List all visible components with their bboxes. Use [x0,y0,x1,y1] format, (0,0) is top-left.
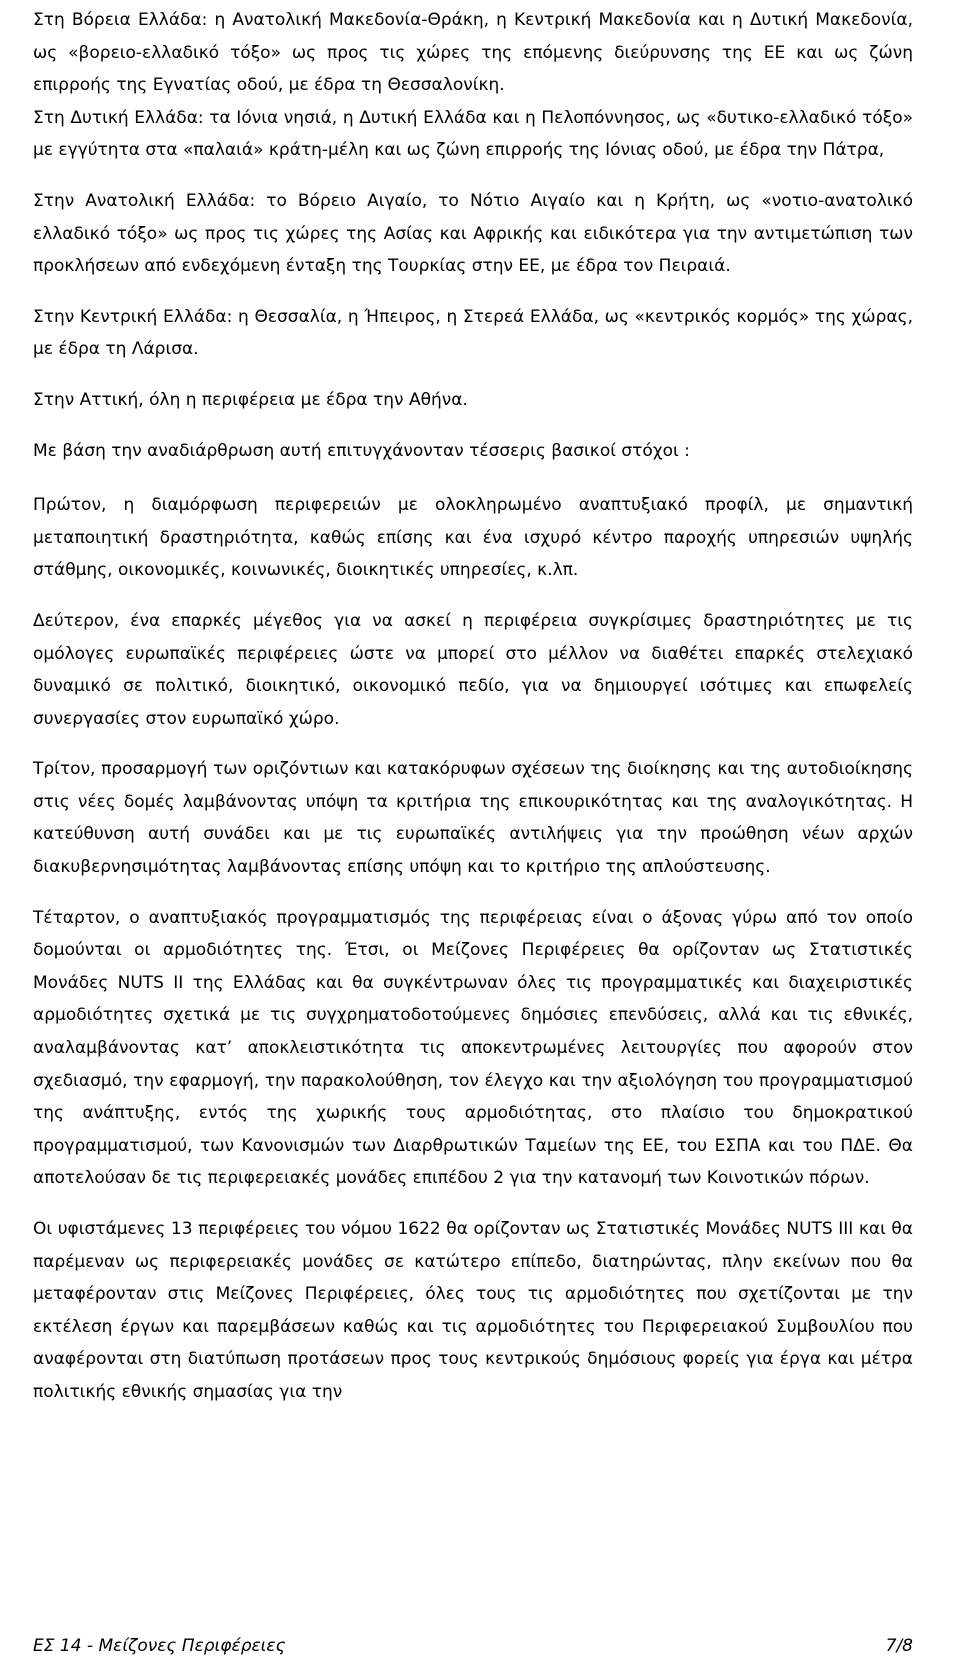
paragraph-goal-first: Πρώτον, η διαμόρφωση περιφερειών με ολοκληρωμένο αναπτυξιακό προφίλ, με σημαντική μεταποιητική δραστηριότητα, καθώς επίσης και ένα ισχυρό κέντρο παροχής υπηρεσιών υψηλής στάθμης, οικονομικές, κοινωνικές, διοικητικές υπηρεσίες, κ.λπ. [33,495,913,581]
paragraph-east-greece: Στην Ανατολική Ελλάδα: το Βόρειο Αιγαίο, το Νότιο Αιγαίο και η Κρήτη, ως «νοτιο-ανατολικό ελλαδικό τόξο» ως προς τις χώρες της Ασίας και Αφρικής και ειδικότερα για την αντιμετώπιση των προκλήσεων από ενδεχόμενη ένταξη της Τουρκίας στην ΕΕ, με έδρα τον Πειραιά. [33,190,913,277]
paragraph-attica: Στην Αττική, όλη η περιφέρεια με έδρα την Αθήνα. [33,389,468,410]
paragraph-goal-second: Δεύτερον, ένα επαρκές μέγεθος για να ασκεί η περιφέρεια συγκρίσιμες δραστηριότητες με τις ομόλογες ευρωπαϊκές περιφέρειες ώστε να μπορεί στο μέλλον να διαθέτει επαρκές στελεχιακό δυναμικό σε πολιτικό, διοικητικό, οικονομικό πεδίο, για να δημιουργεί ισότιμες και επωφελείς συνεργασίες στον ευρωπαϊκό χώρο. [33,610,913,729]
paragraph-goals-intro: Με βάση την αναδιάρθρωση αυτή επιτυγχάνονταν τέσσερις βασικοί στόχοι : [33,440,690,461]
paragraph-west-greece: Στη Δυτική Ελλάδα: τα Ιόνια νησιά, η Δυτική Ελλάδα και η Πελοπόννησος, ως «δυτικο-ελλαδικό τόξο» με εγγύτητα στα «παλαιά» κράτη-μέλη και ως ζώνη επιρροής της Ιόνιας οδού, με έδρα την Πάτρα, [33,107,913,161]
paragraph-goal-third: Τρίτον, προσαρμογή των οριζόντιων και κατακόρυφων σχέσεων της διοίκησης και της αυτοδιοίκησης στις νέες δομές λαμβάνοντας υπόψη τα κριτήρια της επικουρικότητας και της αναλογικότητας. Η κατεύθυνση αυτή συνάδει και με τις ευρωπαϊκές αντιλήψεις για την προώθηση νέων αρχών διακυβερνησιμότητας λαμβάνοντας επίσης υπόψη και το κριτήριο της απλούστευσης. [33,759,913,878]
document-body [33,4,913,1409]
footer-page-number: 7/8 [885,1636,913,1656]
page-footer [33,1633,913,1659]
paragraph-north-greece: Στη Βόρεια Ελλάδα: η Ανατολική Μακεδονία-Θράκη, η Κεντρική Μακεδονία και η Δυτική Μακεδονία, ως «βορειο-ελλαδικό τόξο» ως προς τις χώρες της επόμενης διεύρυνσης της ΕΕ και ως ζώνη επιρροής της Εγνατίας οδού, με έδρα τη Θεσσαλονίκη. [33,10,913,96]
paragraph-goal-fourth: Τέταρτον, ο αναπτυξιακός προγραμματισμός της περιφέρειας είναι ο άξονας γύρω από τον οποίο δομούνται οι αρμοδιότητες της. Έτσι, οι Μείζονες Περιφέρειες θα ορίζονταν ως Στατιστικές Μονάδες NUTS II της Ελλάδας και θα συγκέντρωναν όλες τις προγραμματικές και διαχειριστικές αρμοδιότητες σχετικά με τις συγχρηματοδοτούμενες δημόσιες επενδύσεις, αλλά και τις εθνικές, αναλαμβάνοντας κατ’ αποκλειστικότητα τις αποκεντρωμένες λειτουργίες που αφορούν στον σχεδιασμό, την εφαρμογή, την παρακολούθηση, τον έλεγχο και την αξιολόγηση του προγραμματισμού της ανάπτυξης, εντός της χωρικής τους αρμοδιότητας, στο πλαίσιο του δημοκρατικού προγραμματισμού, των Κανονισμών των Διαρθρωτικών Ταμείων της ΕΕ, του ΕΣΠΑ και του ΠΔΕ. Θα αποτελούσαν δε τις περιφερειακές μονάδες επιπέδου 2 για την κατανομή των Κοινοτικών πόρων. [33,907,913,1189]
paragraph-existing-regions: Οι υφιστάμενες 13 περιφέρειες του νόμου 1622 θα ορίζονταν ως Στατιστικές Μονάδες NUTS III και θα παρέμεναν ως περιφερειακές μονάδες σε κατώτερο επίπεδο, διατηρώντας, πλην εκείνων που θα μεταφέρονταν στις Μείζονες Περιφέρειες, όλες τους τις αρμοδιότητες που σχετίζονται με την εκτέλεση έργων και παρεμβάσεων καθώς και τις αρμοδιότητες του Περιφερειακού Συμβουλίου που αναφέρονται στη διατύπωση προτάσεων προς τους κεντρικούς δημόσιους φορείς για έργα και μέτρα πολιτικής εθνικής σημασίας για την [33,1219,913,1402]
paragraph-central-greece: Στην Κεντρική Ελλάδα: η Θεσσαλία, η Ήπειρος, η Στερεά Ελλάδα, ως «κεντρικός κορμός» της χώρας, με έδρα τη Λάρισα. [33,306,913,360]
footer-document-title: ΕΣ 14 - Μείζονες Περιφέρειες [33,1636,286,1656]
